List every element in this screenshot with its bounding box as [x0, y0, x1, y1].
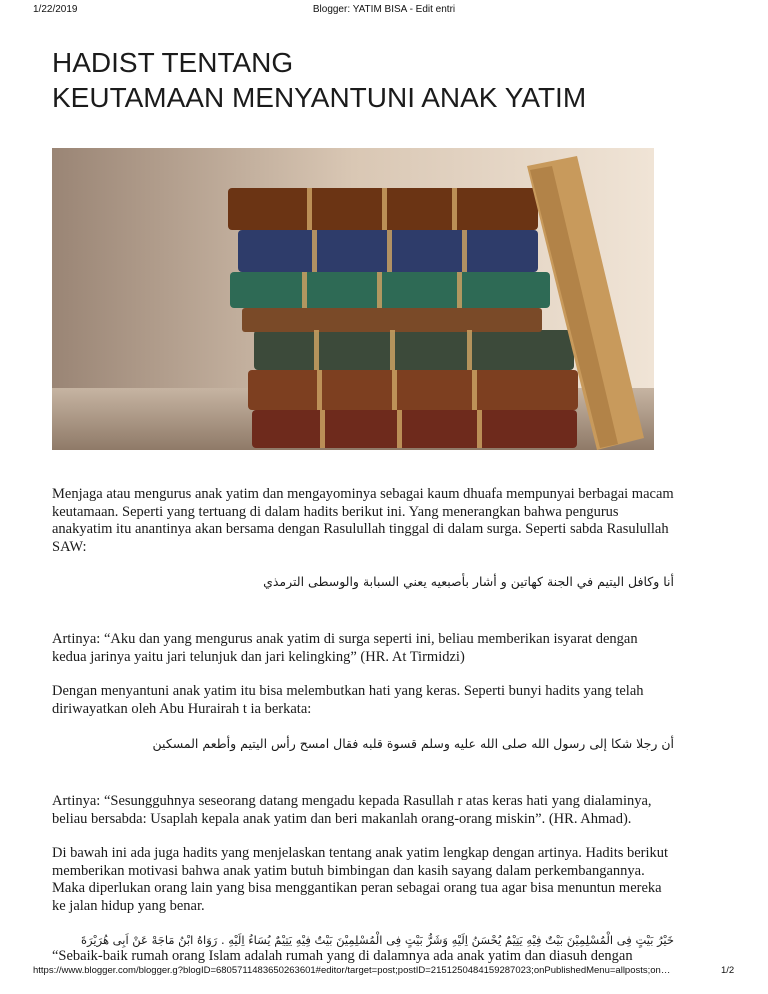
post-title	[52, 45, 732, 115]
print-header	[0, 4, 768, 20]
paragraph-translation-3: “Sebaik-baik rumah orang Islam adalah rumah yang di dalamnya ada anak yatim dan diasuh dengan	[52, 948, 633, 964]
post-body	[52, 486, 674, 966]
paragraph-explanation: Di bawah ini ada juga hadits yang menjelaskan tentang anak yatim lengkap dengan artinya. Hadits berikut memberikan motivasi bahwa anak yatim butuh bimbingan dan kasih sayang dalam perkembangannya. Maka diperlukan orang lain yang bisa menggantikan peran sebagai orang tua agar bisa menuntun mereka ke jalan hidup yang benar.	[52, 845, 669, 914]
arabic-hadith-2: أن رجلا شكا إلى رسول الله صلى الله عليه وسلم قسوة قلبه فقال امسح رأس اليتيم وأطعم المسكين	[152, 736, 674, 751]
print-footer	[0, 965, 768, 979]
paragraph-intro: Menjaga atau mengurus anak yatim dan mengayominya sebagai kaum dhuafa mempunyai berbagai macam keutamaan. Seperti yang tertuang di dalam hadits berikut ini. Yang menerangkan bahwa pengurus anakyatim itu anantinya akan bersama dengan Rasulullah tinggal di dalam surga. Seperti sabda Rasulullah SAW:	[52, 486, 674, 555]
paragraph-translation-1: Artinya: “Aku dan yang mengurus anak yatim di surga seperti ini, beliau memberikan isyarat dengan kedua jarinya yaitu jari telunjuk dan jari kelingking” (HR. At Tirmidzi)	[52, 631, 638, 665]
post-title-line2: KEUTAMAAN MENYANTUNI ANAK YATIM	[52, 82, 587, 113]
stacked-books-photo	[52, 148, 654, 450]
paragraph-softening-hearts: Dengan menyantuni anak yatim itu bisa melembutkan hati yang keras. Seperti bunyi hadits yang telah diriwayatkan oleh Abu Hurairah t ia berkata:	[52, 683, 644, 717]
arabic-hadith-3: خَيْرُ بَيْتٍ فِى الْمُسْلِمِيْنَ بَيْتٌ فِيْهِ يَتِيْمٌ يُحْسَنُ اِلَيْهِ وَشَرُّ بَيْتٍ فِى الْمُسْلِمِيْنَ بَيْتٌ فِيْهِ يَتِيْمٌ يُسَاءُ اِلَيْهِ . رَوَاهُ ابْنُ مَاجَهْ عَنْ اَبِى هُرَيْرَةَ	[81, 933, 674, 947]
print-page-title: Blogger: YATIM BISA - Edit entri	[312, 4, 456, 15]
print-page-number: 1/2	[721, 965, 735, 976]
post-title-line1: HADIST TENTANG	[52, 47, 294, 78]
arabic-hadith-1: أنا وكافل اليتيم في الجنة كهاتين و أشار بأصبعيه يعني السبابة والوسطى الترمذي	[263, 574, 674, 589]
print-url: https://www.blogger.com/blogger.g?blogID=6805711483650263601#editor/target=post;postID=2151250484159287023;onPublishedMenu=allposts;on…	[33, 965, 671, 976]
paragraph-translation-2: Artinya: “Sesungguhnya seseorang datang mengadu kepada Rasullah r atas keras hati yang dialaminya, beliau bersabda: Usaplah kepala anak yatim dan beri makanlah orang-orang miskin”. (HR. Ahmad).	[52, 793, 652, 827]
print-date: 1/22/2019	[33, 4, 78, 15]
